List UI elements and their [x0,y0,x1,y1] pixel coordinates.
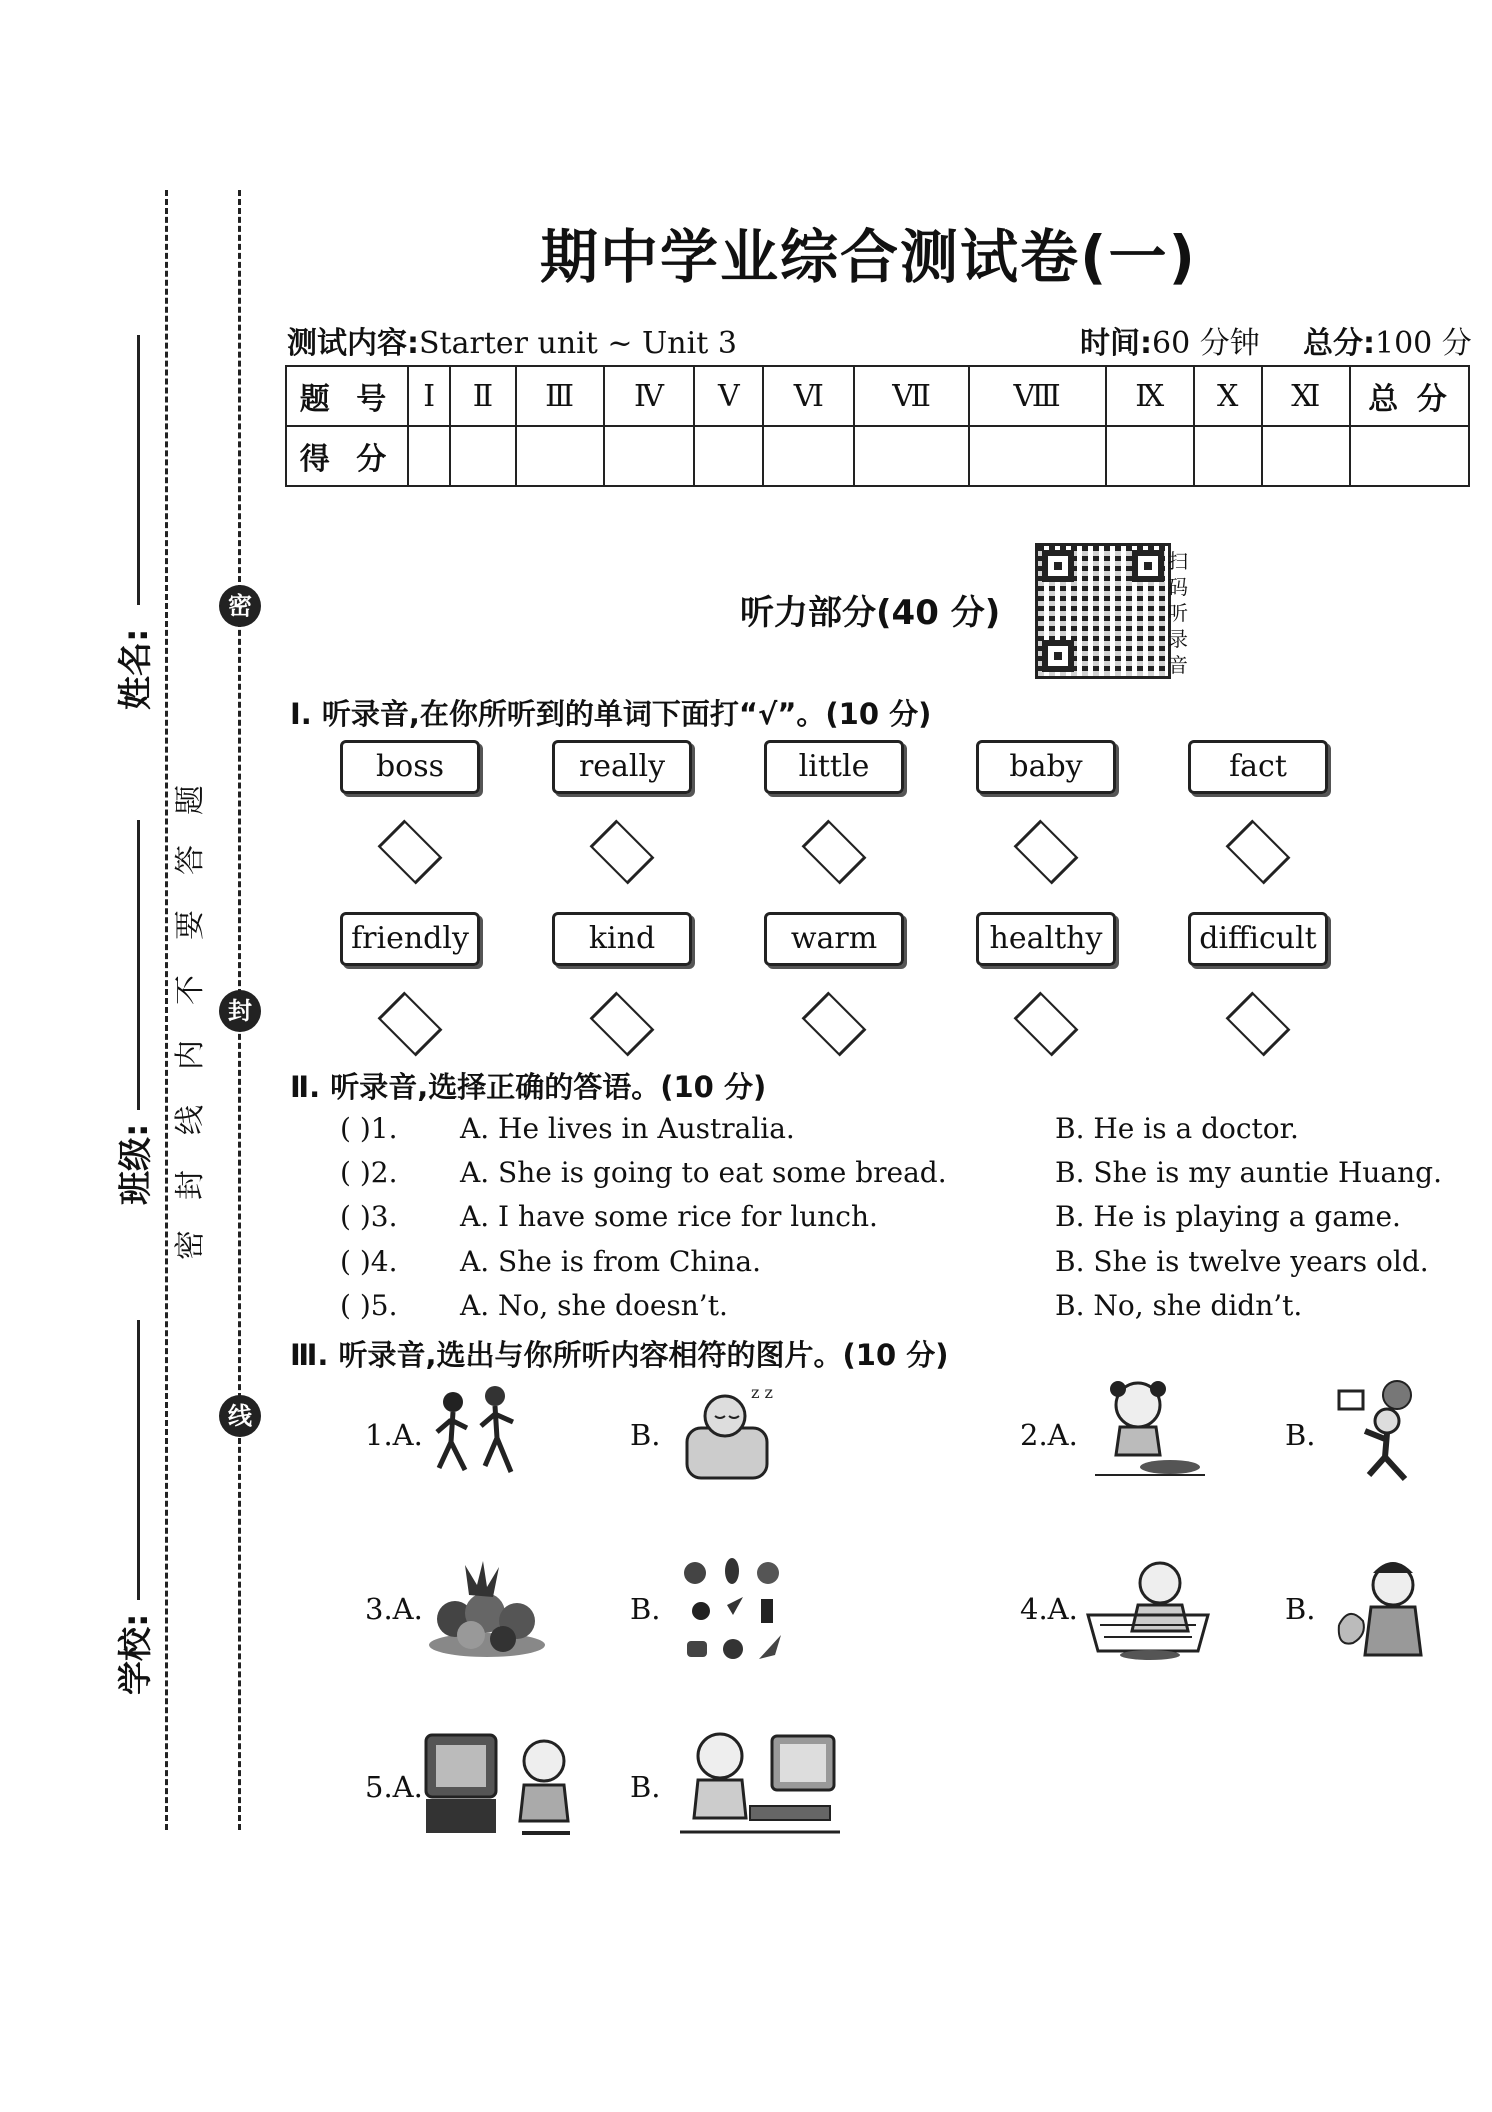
answer-paren[interactable]: ( )2. [340,1156,398,1189]
listening-section-title: 听力部分(40 分) [740,593,1001,633]
basketball-player-image [1335,1375,1435,1487]
warning-char: 线 [173,1105,208,1135]
check-diamond[interactable] [378,992,443,1057]
total-column-header: 总 分 [1350,366,1469,426]
option-b: B. She is my auntie Huang. [1055,1156,1442,1189]
score-cell[interactable] [450,426,515,486]
word-box: warm [764,912,904,966]
warning-char: 不 [173,975,208,1005]
option-b: B. He is a doctor. [1055,1112,1299,1145]
qr-caption: 扫码听录音 [1168,549,1188,677]
warning-char: 要 [173,910,208,940]
question-row [340,1112,1299,1145]
question-row [340,1289,1303,1322]
warning-char: 封 [173,1170,208,1200]
watching-tv-image [422,1725,577,1840]
pic-label: 2.A. [1020,1418,1078,1452]
option-a: A. No, she doesn’t. [460,1289,728,1322]
answer-paren[interactable]: ( )1. [340,1112,398,1145]
score-cell[interactable] [604,426,695,486]
option-b: B. He is playing a game. [1055,1200,1401,1233]
column-header: Ⅺ [1262,366,1350,426]
check-diamond[interactable] [802,820,867,885]
pic-label: 1.A. [365,1418,423,1452]
pic-label: 5.A. [365,1770,423,1804]
test-content [287,318,737,362]
answer-paren[interactable]: ( )3. [340,1200,398,1233]
option-a: A. He lives in Australia. [460,1112,795,1145]
column-header: Ⅸ [1106,366,1194,426]
word-box: boss [340,740,480,794]
word-box: healthy [976,912,1116,966]
school-label: 学校: [116,1613,156,1695]
time-label: 时间: [1080,326,1152,361]
name-label: 姓名: [116,628,156,710]
pic-label: 3.A. [365,1592,423,1626]
pic-label: B. [630,1592,661,1626]
score-cell[interactable] [516,426,604,486]
qr-code-icon[interactable] [1035,543,1171,679]
score-cell[interactable] [1262,426,1350,486]
vegetables-image [675,1555,790,1670]
score-row-header: 得 分 [286,426,408,486]
computer-user-image [680,1722,840,1842]
column-header: Ⅷ [969,366,1106,426]
column-header: Ⅴ [694,366,763,426]
woman-cooking-image [1335,1555,1435,1667]
word-box: little [764,740,904,794]
section-1-heading: Ⅰ. 听录音,在你所听到的单词下面打“√”。(10 分) [290,697,932,731]
column-header: Ⅳ [604,366,695,426]
score-cell[interactable] [1106,426,1194,486]
school-write-line[interactable] [137,1320,140,1600]
option-a: A. I have some rice for lunch. [460,1200,878,1233]
class-label: 班级: [116,1123,156,1205]
warning-char: 答 [173,845,208,875]
score-cell[interactable] [763,426,854,486]
answer-paren[interactable]: ( )4. [340,1245,398,1278]
svg-text:z z: z z [751,1383,773,1402]
time-info [1080,318,1260,362]
time-value: 60 分钟 [1152,326,1260,361]
pic-label: 4.A. [1020,1592,1078,1626]
question-row [340,1200,1401,1233]
check-diamond[interactable] [1226,820,1291,885]
pic-label: B. [1285,1418,1316,1452]
warning-char: 内 [173,1040,208,1070]
total-value: 100 分 [1375,326,1472,361]
check-diamond[interactable] [1014,820,1079,885]
seal-feng: 封 [219,990,261,1032]
word-box: fact [1188,740,1328,794]
page-title: 期中学业综合测试卷(一) [540,223,1198,291]
check-diamond[interactable] [1014,992,1079,1057]
word-box: baby [976,740,1116,794]
total-info [1303,318,1472,362]
column-header: Ⅰ [408,366,450,426]
warning-char: 密 [173,1230,208,1260]
pic-label: B. [630,1418,661,1452]
column-header: Ⅶ [854,366,968,426]
check-diamond[interactable] [802,992,867,1057]
name-write-line[interactable] [137,335,140,605]
question-number-header: 题 号 [286,366,408,426]
word-box: kind [552,912,692,966]
score-cell[interactable] [854,426,968,486]
pic-label: B. [1285,1592,1316,1626]
content-label: 测试内容: [287,326,419,361]
option-a: A. She is going to eat some bread. [460,1156,947,1189]
running-kids-image [425,1380,525,1485]
score-cell[interactable] [1350,426,1469,486]
boy-washing-dishes-image [1080,1555,1215,1665]
option-b: B. No, she didn’t. [1055,1289,1303,1322]
content-value: Starter unit ~ Unit 3 [419,326,737,361]
seal-xian: 线 [219,1395,261,1437]
check-diamond[interactable] [590,820,655,885]
check-diamond[interactable] [1226,992,1291,1057]
column-header: Ⅵ [763,366,854,426]
score-cell[interactable] [1194,426,1262,486]
column-header: Ⅹ [1194,366,1262,426]
section-2-heading: Ⅱ. 听录音,选择正确的答语。(10 分) [290,1070,767,1104]
check-diamond[interactable] [378,820,443,885]
section-3-heading: Ⅲ. 听录音,选出与你所听内容相符的图片。(10 分) [290,1338,949,1372]
score-cell[interactable] [408,426,450,486]
warning-char: 题 [173,785,208,815]
column-header: Ⅲ [516,366,604,426]
score-table-score-row [286,426,1469,486]
question-row [340,1156,1442,1189]
fruits-image [425,1555,550,1660]
girl-eating-image [1090,1375,1210,1487]
answer-paren[interactable]: ( )5. [340,1289,398,1322]
class-write-line[interactable] [137,820,140,1110]
pic-label: B. [630,1770,661,1804]
option-a: A. She is from China. [460,1245,762,1278]
sleeping-person-image [675,1378,785,1488]
column-header: Ⅱ [450,366,515,426]
binding-dash-line-outer [165,190,168,1830]
word-box: difficult [1188,912,1328,966]
word-box: friendly [340,912,480,966]
word-box: really [552,740,692,794]
total-label: 总分: [1303,326,1375,361]
seal-mi: 密 [219,585,261,627]
check-diamond[interactable] [590,992,655,1057]
score-table [285,365,1470,487]
score-cell[interactable] [969,426,1106,486]
score-table-header-row [286,366,1469,426]
question-row [340,1245,1429,1278]
option-b: B. She is twelve years old. [1055,1245,1429,1278]
score-cell[interactable] [694,426,763,486]
